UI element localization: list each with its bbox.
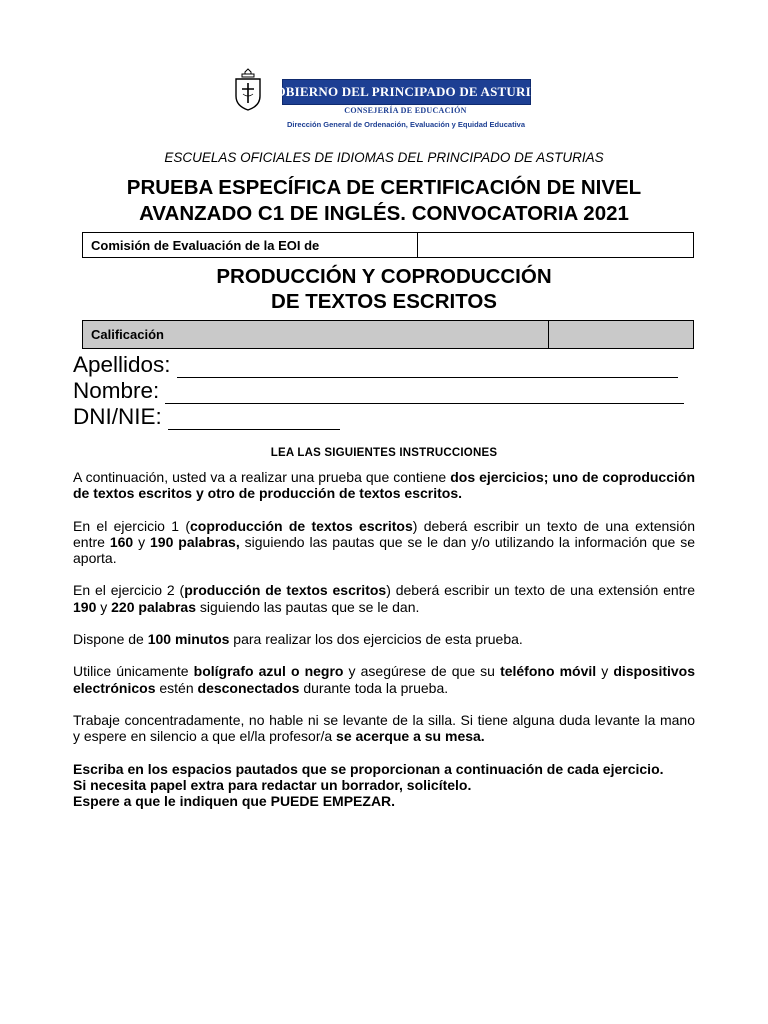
bold-text: se acerque a su mesa. [336,728,485,745]
bold-text: 190 [73,598,97,615]
instruction-paragraph [73,712,695,745]
asturias-crest-icon [232,68,264,112]
surname-label: Apellidos: [73,352,171,377]
instruction-paragraph [73,663,695,696]
text-run: ) deberá escribir un texto de una extensión entre [386,582,695,599]
section-title [0,264,768,314]
bold-text: 160 [109,533,134,550]
id-line[interactable] [168,409,340,430]
bold-text: 220 palabras [111,598,196,615]
text-run: y [96,598,112,615]
bold-text: producción de textos escritos [184,582,387,599]
id-label: DNI/NIE: [73,404,162,429]
bold-text: 100 minutos [147,631,230,648]
exam-title-line-2: AVANZADO C1 DE INGLÉS. CONVOCATORIA 2021 [139,202,629,225]
name-row [73,378,684,404]
text-run: para realizar los dos ejercicios de esta prueba. [229,631,523,648]
bold-text: dos ejercicios; uno de coproducción de textos escritos y otro de producción de textos escritos. [73,469,695,502]
school-name: ESCUELAS OFICIALES DE IDIOMAS DEL PRINCIPADO DE ASTURIAS [164,150,604,165]
text-run: En el ejercicio 2 ( [73,582,185,599]
bold-text: bolígrafo azul o negro [193,663,344,680]
text-run: Utilice únicamente [73,663,194,680]
committee-label: Comisión de Evaluación de la EOI de [83,233,418,258]
instruction-paragraph [73,631,695,647]
text-run: durante toda la prueba. [299,679,449,696]
grade-label: Calificación [83,321,549,349]
committee-field[interactable] [418,233,694,258]
text-run: Trabaje concentradamente, no hable ni se levante de la silla. Si tiene alguna duda levante la mano y espere en silencio a que el/la profesor/a [73,711,695,745]
text-run: y [596,663,614,680]
instruction-paragraph [73,469,695,502]
bold-text: dispositivos electrónicos [73,663,696,696]
directorate-name: Dirección General de Ordenación, Evaluación y Equidad Educativa [287,120,525,129]
text-run: estén [155,679,198,696]
bold-text: 190 palabras, [150,533,240,550]
exam-title [0,175,768,227]
id-row [73,404,340,430]
instructions-heading: LEA LAS SIGUIENTES INSTRUCCIONES [270,447,498,459]
text-run: y asegúrese de que su [343,663,501,680]
instruction-paragraph [73,518,695,567]
bold-text: teléfono móvil [500,663,597,680]
letterhead [232,68,548,136]
name-label: Nombre: [73,378,160,403]
section-title-line-2: DE TEXTOS ESCRITOS [271,290,497,313]
final-notes [73,761,695,810]
instruction-paragraph [73,582,695,615]
final-note: Espere a que le indiquen que PUEDE EMPEZAR. [73,793,396,810]
surname-row [73,352,678,378]
name-line[interactable] [165,383,684,404]
text-run: ) deberá escribir un texto de una extensión entre [73,517,695,550]
bold-text: desconectados [197,679,300,696]
text-run: siguiendo las pautas que se le dan y/o utilizando la información que se aporta. [73,533,695,567]
committee-box [82,232,694,258]
instructions-body [73,469,695,809]
text-run: y [133,533,150,550]
text-run: A continuación, usted va a realizar una prueba que contiene [73,469,451,485]
government-banner: GOBIERNO DEL PRINCIPADO DE ASTURIAS [282,79,531,105]
ministry-name: CONSEJERÍA DE EDUCACIÓN [344,106,467,115]
final-note: Si necesita papel extra para redactar un borrador, solicítelo. [73,776,472,793]
text-run: Dispone de [73,631,148,648]
final-note: Escriba en los espacios pautados que se proporcionan a continuación de cada ejercicio. [73,760,664,777]
instruction-paragraphs [73,469,695,745]
text-run: siguiendo las pautas que se le dan. [195,598,420,615]
grade-box [82,320,694,349]
section-title-line-1: PRODUCCIÓN Y COPRODUCCIÓN [216,265,552,288]
surname-line[interactable] [177,357,678,378]
text-run: En el ejercicio 1 ( [73,517,191,534]
bold-text: coproducción de textos escritos [190,517,413,534]
exam-title-line-1: PRUEBA ESPECÍFICA DE CERTIFICACIÓN DE NIVEL [126,176,642,199]
grade-field[interactable] [549,321,694,349]
